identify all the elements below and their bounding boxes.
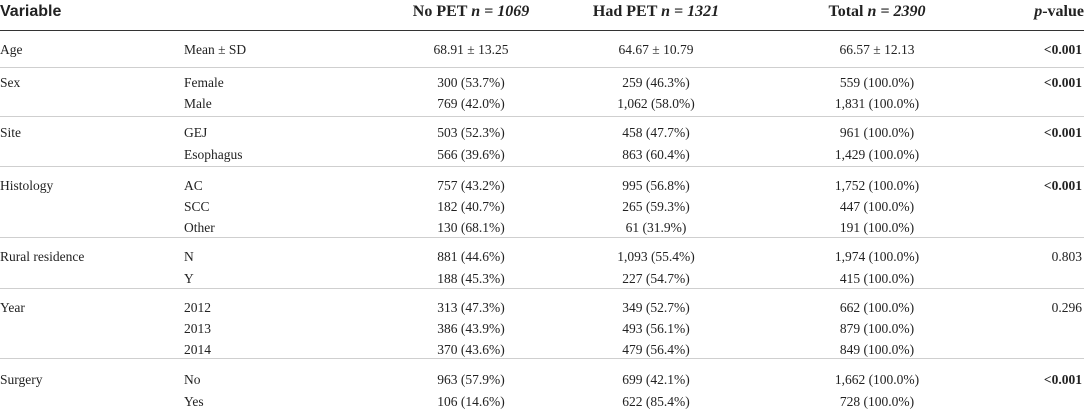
- cell-had-pet: 479 (56.4%): [622, 342, 690, 357]
- header-had-pet: [566, 3, 746, 21]
- cell-no-pet: 757 (43.2%): [437, 178, 505, 193]
- cell-total: 728 (100.0%): [839, 394, 915, 409]
- table-row: [0, 390, 1084, 414]
- cell-total: 662 (100.0%): [839, 300, 915, 315]
- cell-no-pet: 386 (43.9%): [437, 321, 505, 336]
- table-row: [0, 338, 1084, 362]
- cell-level: Y: [184, 271, 194, 286]
- cell-variable: Histology: [0, 178, 54, 193]
- table-row: [0, 216, 1084, 240]
- header-no-pet-label: No PET: [412, 3, 468, 20]
- cell-no-pet: 68.91 ± 13.25: [433, 42, 509, 57]
- header-p-italic: p: [1034, 3, 1043, 20]
- cell-total: 1,831 (100.0%): [834, 96, 920, 111]
- cell-had-pet: 458 (47.7%): [622, 125, 690, 140]
- cell-total: 191 (100.0%): [839, 220, 915, 235]
- cell-had-pet: 227 (54.7%): [622, 271, 690, 286]
- cell-no-pet: 503 (52.3%): [437, 125, 505, 140]
- table-header: [0, 0, 1084, 31]
- table-row: [0, 267, 1084, 291]
- cell-total: 849 (100.0%): [839, 342, 915, 357]
- cell-total: 1,974 (100.0%): [834, 249, 920, 264]
- cell-level: Esophagus: [184, 147, 243, 162]
- cell-no-pet: 963 (57.9%): [437, 372, 505, 387]
- cell-had-pet: 1,093 (55.4%): [617, 249, 695, 264]
- header-total: [787, 3, 967, 21]
- cell-p-value: <0.001: [1043, 178, 1082, 193]
- cell-p-value: <0.001: [1043, 125, 1082, 140]
- cell-p-value: 0.296: [1051, 300, 1082, 315]
- cell-level: 2012: [184, 300, 211, 315]
- cell-total: 559 (100.0%): [839, 75, 915, 90]
- cell-variable: Sex: [0, 75, 21, 90]
- cell-total: 415 (100.0%): [839, 271, 915, 286]
- cell-variable: Rural residence: [0, 249, 85, 264]
- header-p-rest: -value: [1042, 3, 1084, 20]
- cell-level: Other: [184, 220, 215, 235]
- cell-level: Yes: [184, 394, 204, 409]
- header-had-pet-label: Had PET: [592, 3, 658, 20]
- table-row: [0, 121, 1084, 145]
- cell-no-pet: 106 (14.6%): [437, 394, 505, 409]
- table-row: [0, 368, 1084, 392]
- cell-had-pet: 64.67 ± 10.79: [618, 42, 694, 57]
- cell-had-pet: 995 (56.8%): [622, 178, 690, 193]
- cell-p-value: <0.001: [1043, 372, 1082, 387]
- cell-had-pet: 1,062 (58.0%): [617, 96, 695, 111]
- cell-had-pet: 349 (52.7%): [622, 300, 690, 315]
- cell-no-pet: 130 (68.1%): [437, 220, 505, 235]
- cell-variable: Year: [0, 300, 25, 315]
- cell-had-pet: 259 (46.3%): [622, 75, 690, 90]
- cell-level: Female: [184, 75, 224, 90]
- cell-p-value: <0.001: [1043, 75, 1082, 90]
- cell-no-pet: 182 (40.7%): [437, 199, 505, 214]
- cell-no-pet: 313 (47.3%): [437, 300, 505, 315]
- cell-level: SCC: [184, 199, 210, 214]
- table-row: [0, 143, 1084, 167]
- cell-level: GEJ: [184, 125, 208, 140]
- cell-no-pet: 300 (53.7%): [437, 75, 505, 90]
- cell-total: 1,752 (100.0%): [834, 178, 920, 193]
- header-p-value: [1034, 3, 1084, 21]
- cell-p-value: <0.001: [1043, 42, 1082, 57]
- cell-total: 66.57 ± 12.13: [839, 42, 915, 57]
- header-no-pet-n: n = 1069: [471, 3, 530, 20]
- cell-had-pet: 622 (85.4%): [622, 394, 690, 409]
- cell-had-pet: 699 (42.1%): [622, 372, 690, 387]
- cell-level: Mean ± SD: [184, 42, 247, 57]
- cell-p-value: 0.803: [1051, 249, 1082, 264]
- cell-level: AC: [184, 178, 203, 193]
- cell-had-pet: 265 (59.3%): [622, 199, 690, 214]
- cell-no-pet: 881 (44.6%): [437, 249, 505, 264]
- cell-variable: Site: [0, 125, 22, 140]
- cell-total: 1,429 (100.0%): [834, 147, 920, 162]
- cell-had-pet: 863 (60.4%): [622, 147, 690, 162]
- cell-total: 447 (100.0%): [839, 199, 915, 214]
- header-variable: Variable: [0, 3, 62, 20]
- table-row: [0, 38, 1084, 62]
- table-row: [0, 245, 1084, 269]
- cell-had-pet: 61 (31.9%): [625, 220, 687, 235]
- table-row: [0, 92, 1084, 116]
- header-total-n: n = 2390: [867, 3, 926, 20]
- cell-total: 879 (100.0%): [839, 321, 915, 336]
- cell-total: 1,662 (100.0%): [834, 372, 920, 387]
- cell-variable: Surgery: [0, 372, 43, 387]
- cell-level: 2014: [184, 342, 211, 357]
- cell-total: 961 (100.0%): [839, 125, 915, 140]
- header-had-pet-n: n = 1321: [661, 3, 720, 20]
- cell-level: N: [184, 249, 194, 264]
- cell-level: 2013: [184, 321, 211, 336]
- cell-had-pet: 493 (56.1%): [622, 321, 690, 336]
- header-no-pet: [381, 3, 561, 21]
- cell-no-pet: 188 (45.3%): [437, 271, 505, 286]
- cell-level: Male: [184, 96, 212, 111]
- cell-no-pet: 370 (43.6%): [437, 342, 505, 357]
- cell-no-pet: 566 (39.6%): [437, 147, 505, 162]
- header-total-label: Total: [828, 3, 864, 20]
- cell-no-pet: 769 (42.0%): [437, 96, 505, 111]
- cell-level: No: [184, 372, 201, 387]
- cell-variable: Age: [0, 42, 23, 57]
